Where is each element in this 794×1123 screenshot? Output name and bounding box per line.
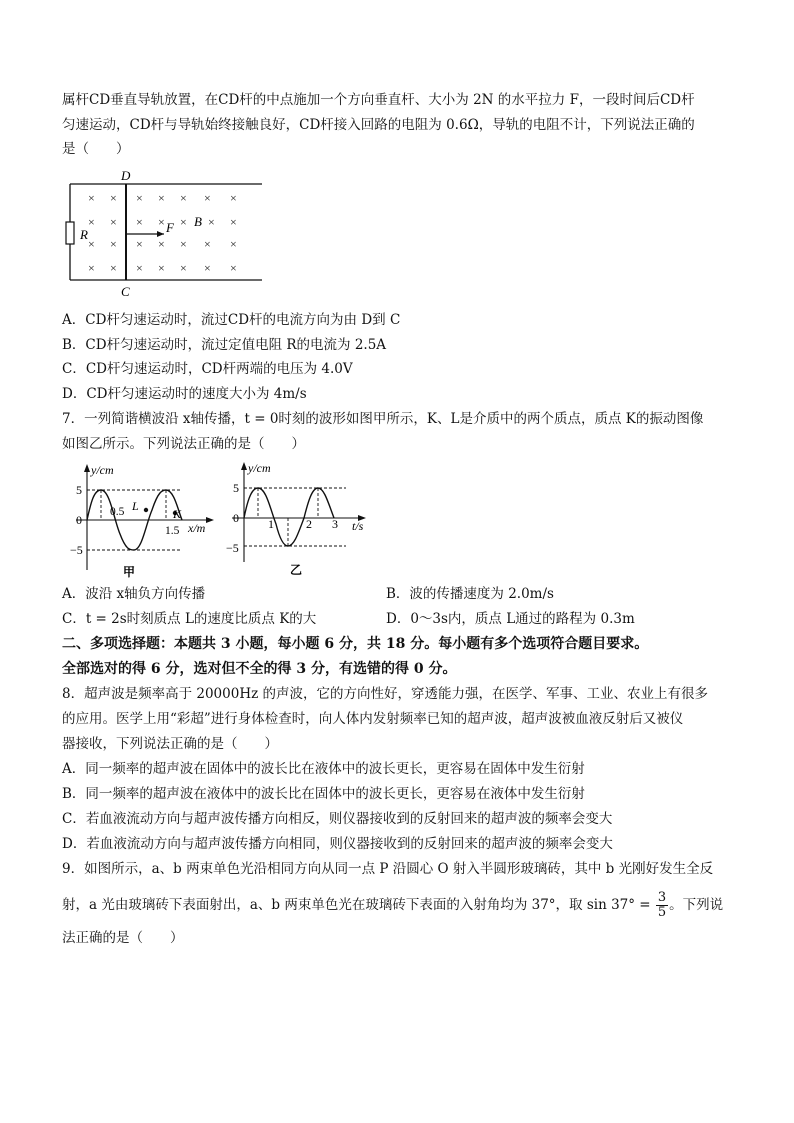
q8-stem-line-1: 8．超声波是频率高于 20000Hz 的声波，它的方向性好，穿透能力强，在医学、军事、工业、农业上有很多 (62, 686, 709, 702)
svg-text:×: × (88, 261, 95, 275)
q9-stem-line-2-pre: 射，a 光由玻璃砖下表面射出，a、b 两束单色光在玻璃砖下表面的入射角均为 37°，取 sin 37° = (62, 897, 655, 913)
fraction-numerator: 3 (657, 890, 667, 905)
q9-stem-line-1: 9．如图所示，a、b 两束单色光沿相同方向从同一点 P 沿圆心 O 射入半圆形玻璃砖，其中 b 光刚好发生全反 (62, 861, 714, 877)
jia-xlabel: x/m (188, 521, 206, 535)
svg-text:×: × (136, 191, 143, 205)
q9-stem-line-2 (62, 886, 723, 924)
jia-label-l: L (132, 499, 139, 513)
svg-text:×: × (158, 215, 165, 229)
q7-option-c: C．t = 2s时刻质点 L的速度比质点 K的大 (62, 611, 317, 627)
svg-text:×: × (110, 215, 117, 229)
q6-option-c: C．CD杆匀速运动时，CD杆两端的电压为 4.0V (62, 361, 353, 377)
label-d: D (121, 168, 131, 183)
jia-ylabel: y/cm (91, 463, 114, 477)
yi-tick-2: 2 (306, 517, 312, 531)
yi-origin: 0 (233, 511, 239, 525)
svg-text:×: × (230, 261, 237, 275)
q8-option-b: B．同一频率的超声波在液体中的波长比在固体中的波长更长，更容易在液体中发生衍射 (62, 786, 585, 802)
svg-text:×: × (110, 261, 117, 275)
jia-tick-a: 0.5 (110, 506, 125, 518)
svg-text:×: × (204, 261, 211, 275)
q6-option-d: D．CD杆匀速运动时的速度大小为 4m/s (62, 386, 307, 402)
point-l (144, 508, 148, 512)
svg-text:×: × (88, 215, 95, 229)
yi-xlabel: t/s (352, 519, 364, 533)
jia-y-neg: −5 (70, 543, 83, 557)
q8-stem-line-2: 的应用。医学上用“彩超”进行身体检查时，向人体内发射频率已知的超声波，超声波被血液反射后又被仪 (62, 711, 684, 727)
q7-stem-line-1: 7．一列简谐横波沿 x轴传播，t = 0时刻的波形如图甲所示，K、L是介质中的两个质点，质点 K的振动图像 (62, 411, 704, 427)
svg-text:×: × (136, 215, 143, 229)
q8-option-a: A．同一频率的超声波在固体中的波长比在液体中的波长更长，更容易在固体中发生衍射 (62, 761, 585, 777)
q9-stem-line-3: 法正确的是（ ） (62, 930, 184, 946)
yi-caption: 乙 (290, 563, 303, 577)
q6-option-b: B．CD杆匀速运动时，流过定值电阻 R的电流为 2.5A (62, 337, 387, 353)
yi-waveform (244, 488, 334, 546)
svg-text:×: × (110, 191, 117, 205)
q7-option-d: D．0～3s内，质点 L通过的路程为 0.3m (386, 611, 635, 627)
fraction-denominator: 5 (657, 905, 667, 920)
section2-heading-line-1: 二、多项选择题：本题共 3 小题，每小题 6 分，共 18 分。每小题有多个选项符合题目要求。 (62, 636, 649, 652)
q9-stem-line-2-post: 。下列说 (669, 897, 724, 913)
svg-text:×: × (88, 237, 95, 251)
jia-label-k: K (173, 507, 182, 521)
q7-option-b: B．波的传播速度为 2.0m/s (386, 586, 554, 602)
svg-text:×: × (136, 237, 143, 251)
q8-stem-line-3: 器接收，下列说法正确的是（ ） (62, 736, 278, 752)
q7-stem-line-2: 如图乙所示。下列说法正确的是（ ） (62, 436, 305, 452)
svg-text:×: × (180, 191, 187, 205)
q6-stem-line-2: 匀速运动，CD杆与导轨始终接触良好，CD杆接入回路的电阻为 0.6Ω，导轨的电阻不计，下列说法正确的 (62, 117, 695, 133)
yi-tick-1: 1 (268, 517, 274, 531)
q6-rail-figure (60, 168, 270, 300)
q6-option-a: A．CD杆匀速运动时，流过CD杆的电流方向为由 D到 C (62, 312, 401, 328)
q8-option-d: D．若血液流动方向与超声波传播方向相同，则仪器接收到的反射回来的超声波的频率会变大 (62, 836, 613, 852)
svg-text:×: × (110, 237, 117, 251)
jia-tick-b: 1.5 (165, 525, 180, 537)
yi-ylabel: y/cm (248, 461, 271, 475)
label-b: B (194, 214, 202, 229)
jia-y-pos: 5 (76, 483, 82, 497)
svg-text:×: × (230, 191, 237, 205)
svg-text:×: × (230, 237, 237, 251)
resistor-r (66, 222, 74, 244)
svg-text:×: × (180, 215, 187, 229)
fraction-3-5 (656, 891, 668, 920)
svg-text:×: × (158, 237, 165, 251)
svg-text:×: × (158, 191, 165, 205)
section2-heading-line-2: 全部选对的得 6 分，选对但不全的得 3 分，有选错的得 0 分。 (62, 661, 457, 677)
q7-option-a: A．波沿 x轴负方向传播 (62, 586, 206, 602)
jia-caption: 甲 (123, 565, 136, 579)
yi-y-neg: −5 (226, 541, 239, 555)
svg-text:×: × (180, 261, 187, 275)
yi-y-pos: 5 (233, 481, 239, 495)
jia-origin: 0 (76, 513, 82, 527)
magnetic-field-crosses (88, 191, 237, 275)
svg-text:×: × (230, 215, 237, 229)
q6-stem-line-1: 属杆CD垂直导轨放置，在CD杆的中点施加一个方向垂直杆、大小为 2N 的水平拉力 F，一段时间后CD杆 (62, 92, 695, 108)
yi-tick-3: 3 (332, 517, 338, 531)
label-c: C (121, 284, 130, 299)
label-r: R (80, 227, 88, 242)
svg-text:×: × (88, 191, 95, 205)
graph-yi (224, 460, 384, 580)
svg-text:×: × (180, 237, 187, 251)
svg-text:×: × (204, 237, 211, 251)
graph-jia (62, 462, 222, 580)
q8-option-c: C．若血液流动方向与超声波传播方向相反，则仪器接收到的反射回来的超声波的频率会变大 (62, 811, 613, 827)
svg-text:×: × (204, 191, 211, 205)
svg-text:×: × (208, 215, 215, 229)
label-f: F (166, 220, 174, 235)
svg-text:×: × (136, 261, 143, 275)
q6-stem-line-3: 是（ ） (62, 141, 130, 157)
svg-text:×: × (158, 261, 165, 275)
